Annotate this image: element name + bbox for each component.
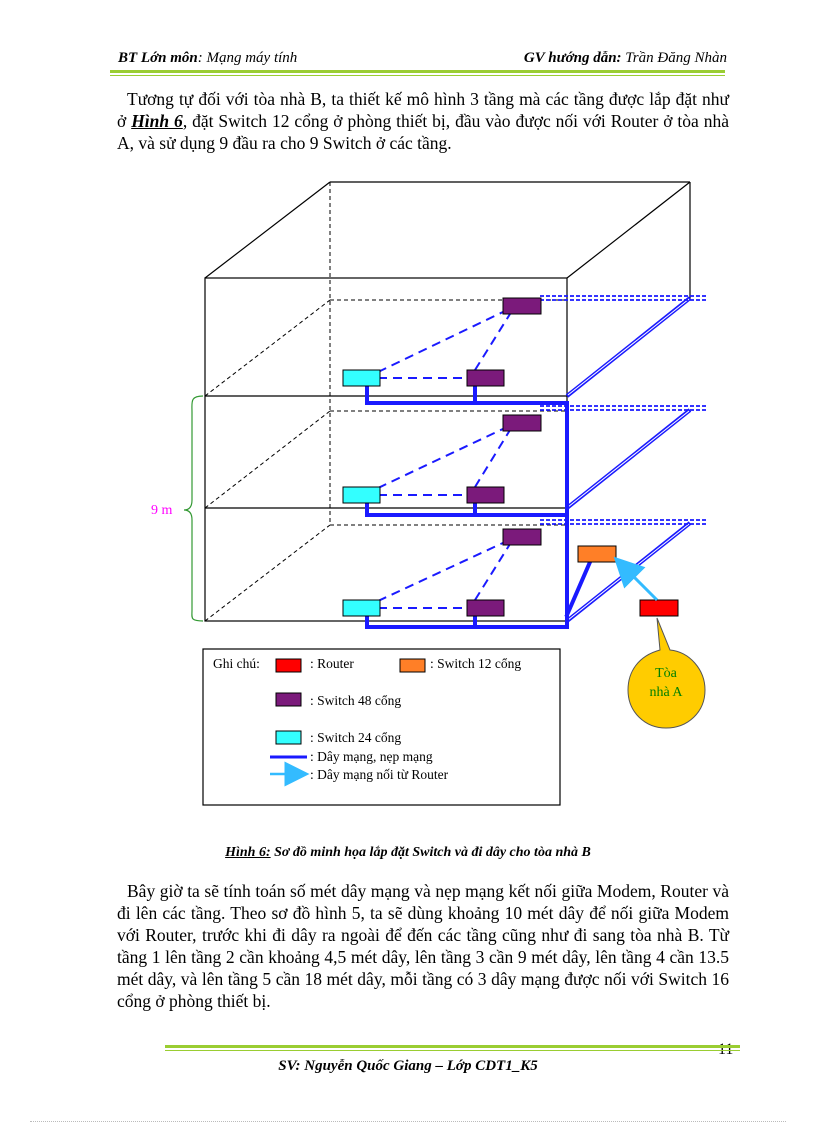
dashed-floor-wiring — [378, 311, 510, 608]
caption-text: Sơ đồ minh họa lắp đặt Switch và đi dây cho tòa nhà B — [270, 845, 591, 860]
figure-caption — [0, 845, 816, 861]
header-left-value: : Mạng máy tính — [197, 50, 298, 66]
router-cable-arrow — [620, 563, 657, 600]
router — [640, 600, 678, 616]
legend-switch24-label: : Switch 24 cổng — [310, 730, 402, 745]
switch-48-floor2-rear — [503, 415, 541, 431]
legend-switch48-swatch — [276, 693, 301, 706]
callout-line1: Tòa — [655, 666, 677, 681]
legend-switch24-swatch — [276, 731, 301, 744]
switch-24-floor3 — [343, 370, 380, 386]
header-right-label: GV hướng dẫn: — [523, 50, 622, 66]
legend-title: Ghi chú: — [213, 656, 260, 671]
switch-48-floor2-front — [467, 487, 504, 503]
height-label: 9 m — [151, 503, 173, 518]
switch-48-floor1-rear — [503, 529, 541, 545]
legend-cable-label: : Dây mạng, nẹp mạng — [310, 749, 433, 764]
network-cables — [367, 386, 590, 627]
body-paragraph — [117, 880, 729, 1012]
legend-router-swatch — [276, 659, 301, 672]
page-bottom-dotted-line — [30, 1121, 786, 1122]
callout-line2: nhà A — [649, 685, 683, 700]
tray-connectors — [540, 296, 706, 524]
footer — [0, 1058, 816, 1075]
legend — [203, 649, 560, 805]
footer-rule — [165, 1045, 740, 1048]
switch-48-floor3-front — [467, 370, 504, 386]
legend-switch12-swatch — [400, 659, 425, 672]
switch-24-floor1 — [343, 600, 380, 616]
legend-router-label: : Router — [310, 656, 354, 671]
footer-rule-thin — [165, 1050, 740, 1051]
legend-switch12-label: : Switch 12 cổng — [430, 656, 522, 671]
footer-label: SV — [278, 1058, 296, 1074]
body-paragraph-text: Bây giờ ta sẽ tính toán số mét dây mạng và nẹp mạng kết nối giữa Modem, Router và đi lên các tầng. Theo sơ đồ hình 5, ta sẽ dùng khoảng 10 mét dây để nối giữa Modem với Router, trước khi đi dây ra ngoài để đến các tầng cũng như đi sang tòa nhà B. Từ tầng 1 lên tầng 2 cần khoảng 4,5 mét dây, lên tầng 3 cần 9 mét dây, lên tầng 4 cần 13.5 mét dây, và lên tầng 5 cần 18 mét dây, mỗi tầng có 3 dây mạng được nối với Switch 16 cổng ở phòng thiết bị. — [117, 881, 729, 1011]
switch-12 — [578, 546, 616, 562]
caption-label: Hình 6: — [225, 845, 271, 860]
intro-text-after: , đặt Switch 12 cổng ở phòng thiết bị, đầu vào được nối với Router ở tòa nhà A, và sử dụng 9 đầu ra cho 9 Switch ở các tầng. — [117, 111, 729, 153]
header-left-label: BT Lớn môn — [118, 50, 198, 66]
switch-48-floor3-rear — [503, 298, 541, 314]
switch-24-floor2 — [343, 487, 380, 503]
switch-48-floor1-front — [467, 600, 504, 616]
intro-text-before: Tương tự đối với tòa nhà B, ta thiết kế mô hình 3 tầng mà các tầng được lắp đặt như ở — [117, 89, 729, 131]
header-right-value: Trần Đăng Nhàn — [621, 50, 727, 66]
footer-value: : Nguyễn Quốc Giang – Lớp CDT1_K5 — [295, 1058, 538, 1074]
legend-router-cable-label: : Dây mạng nối từ Router — [310, 767, 449, 782]
legend-switch48-label: : Switch 48 cổng — [310, 693, 402, 708]
height-brace — [184, 396, 203, 621]
figure-reference: Hình 6 — [131, 111, 183, 131]
